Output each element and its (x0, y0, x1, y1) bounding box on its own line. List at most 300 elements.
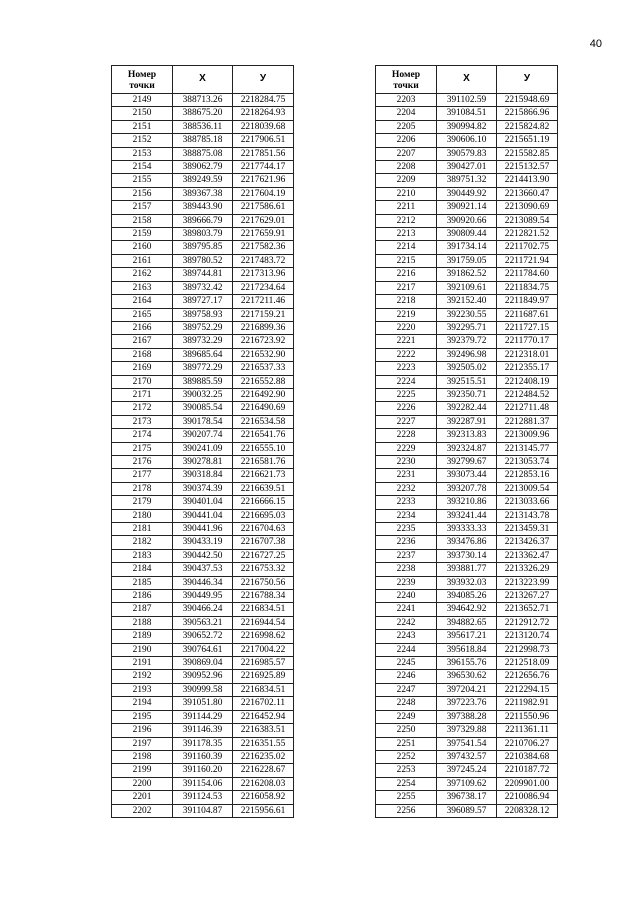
table-row (376, 791, 558, 804)
table-row (376, 724, 558, 737)
point-number-cell: 2211 (376, 201, 437, 214)
y-coordinate-cell: 2211784.60 (497, 268, 558, 281)
point-number-cell: 2218 (376, 295, 437, 308)
y-coordinate-cell: 2213652.71 (497, 603, 558, 616)
table-row (112, 630, 294, 643)
y-coordinate-cell: 2217621.96 (233, 174, 294, 187)
point-number-cell: 2169 (112, 362, 173, 375)
table-row (376, 630, 558, 643)
point-number-cell: 2231 (376, 469, 437, 482)
point-number-cell: 2173 (112, 415, 173, 428)
y-coordinate-cell: 2218284.75 (233, 94, 294, 107)
table-row (112, 429, 294, 442)
y-coordinate-cell: 2211727.15 (497, 321, 558, 334)
table-row (112, 469, 294, 482)
point-number-cell: 2237 (376, 549, 437, 562)
y-coordinate-cell: 2216899.36 (233, 321, 294, 334)
table-row (112, 388, 294, 401)
y-coordinate-cell: 2217604.19 (233, 187, 294, 200)
x-coordinate-cell: 390207.74 (173, 429, 233, 442)
point-number-cell: 2198 (112, 750, 173, 763)
table-row (112, 710, 294, 723)
x-coordinate-cell: 392287.91 (437, 415, 497, 428)
x-coordinate-cell: 393730.14 (437, 549, 497, 562)
point-number-cell: 2227 (376, 415, 437, 428)
point-number-cell: 2246 (376, 670, 437, 683)
y-coordinate-cell: 2212998.73 (497, 643, 558, 656)
y-coordinate-cell: 2216707.38 (233, 536, 294, 549)
table-row (376, 697, 558, 710)
x-coordinate-cell: 394085.26 (437, 590, 497, 603)
x-coordinate-cell: 389443.90 (173, 201, 233, 214)
table-row (112, 670, 294, 683)
x-coordinate-cell: 388785.18 (173, 134, 233, 147)
x-coordinate-cell: 393073.44 (437, 469, 497, 482)
table-row (112, 187, 294, 200)
table-row (112, 415, 294, 428)
x-coordinate-cell: 392295.71 (437, 321, 497, 334)
point-header-line1: Номер (391, 68, 421, 80)
x-coordinate-cell: 392282.44 (437, 402, 497, 415)
y-coordinate-cell: 2211721.94 (497, 254, 558, 267)
x-coordinate-cell: 390920.66 (437, 214, 497, 227)
table-row (376, 268, 558, 281)
x-coordinate-cell: 393932.03 (437, 576, 497, 589)
table-row (376, 509, 558, 522)
x-coordinate-cell: 389732.42 (173, 281, 233, 294)
point-number-cell: 2190 (112, 643, 173, 656)
y-coordinate-cell: 2211550.96 (497, 710, 558, 723)
table-row (376, 335, 558, 348)
point-number-cell: 2149 (112, 94, 173, 107)
y-coordinate-cell: 2213660.47 (497, 187, 558, 200)
y-coordinate-cell: 2212821.52 (497, 228, 558, 241)
table-row (376, 147, 558, 160)
y-coordinate-cell: 2213362.47 (497, 549, 558, 562)
table-row (376, 442, 558, 455)
y-coordinate-cell: 2218264.93 (233, 107, 294, 120)
table-row (112, 576, 294, 589)
point-number-cell: 2168 (112, 348, 173, 361)
x-coordinate-cell: 397109.62 (437, 777, 497, 790)
point-number-cell: 2222 (376, 348, 437, 361)
y-coordinate-cell: 2217211.46 (233, 295, 294, 308)
table-row (376, 348, 558, 361)
y-coordinate-cell: 2216639.51 (233, 482, 294, 495)
y-coordinate-cell: 2211834.75 (497, 281, 558, 294)
x-coordinate-cell: 392324.87 (437, 442, 497, 455)
x-coordinate-cell: 391160.39 (173, 750, 233, 763)
x-coordinate-cell: 389062.79 (173, 161, 233, 174)
y-coordinate-cell: 2216452.94 (233, 710, 294, 723)
y-coordinate-cell: 2216208.03 (233, 777, 294, 790)
table-row (112, 616, 294, 629)
y-coordinate-cell: 2216727.25 (233, 549, 294, 562)
table-row (376, 469, 558, 482)
point-number-cell: 2182 (112, 536, 173, 549)
x-header-label: Х (199, 73, 206, 85)
y-coordinate-cell: 2213143.78 (497, 509, 558, 522)
point-number-cell: 2183 (112, 549, 173, 562)
y-coordinate-cell: 2215866.96 (497, 107, 558, 120)
point-number-cell: 2233 (376, 496, 437, 509)
x-coordinate-cell: 393210.86 (437, 496, 497, 509)
point-number-cell: 2250 (376, 724, 437, 737)
point-number-cell: 2185 (112, 576, 173, 589)
point-number-cell: 2184 (112, 563, 173, 576)
table-row (376, 308, 558, 321)
x-header-label: Х (463, 73, 470, 85)
x-coordinate-cell: 390652.72 (173, 630, 233, 643)
y-coordinate-cell: 2216383.51 (233, 724, 294, 737)
y-coordinate-cell: 2216925.89 (233, 670, 294, 683)
y-coordinate-cell: 2211361.11 (497, 724, 558, 737)
y-coordinate-cell: 2213053.74 (497, 455, 558, 468)
y-coordinate-cell: 2216666.15 (233, 496, 294, 509)
y-coordinate-cell: 2213089.54 (497, 214, 558, 227)
x-coordinate-cell: 391146.39 (173, 724, 233, 737)
table-row (112, 268, 294, 281)
table-row (112, 750, 294, 763)
point-header-line1: Номер (127, 68, 157, 80)
table-row (376, 737, 558, 750)
point-number-cell: 2228 (376, 429, 437, 442)
table-row (112, 442, 294, 455)
table-row (376, 496, 558, 509)
x-coordinate-cell: 392496.98 (437, 348, 497, 361)
point-number-cell: 2207 (376, 147, 437, 160)
point-number-cell: 2180 (112, 509, 173, 522)
y-coordinate-cell: 2217582.36 (233, 241, 294, 254)
y-coordinate-cell: 2212711.48 (497, 402, 558, 415)
x-coordinate-cell: 390579.83 (437, 147, 497, 160)
point-number-cell: 2209 (376, 174, 437, 187)
table-row (112, 563, 294, 576)
x-coordinate-cell: 397541.54 (437, 737, 497, 750)
table-row (376, 603, 558, 616)
x-header (437, 66, 497, 94)
y-coordinate-cell: 2216235.02 (233, 750, 294, 763)
point-number-cell: 2161 (112, 254, 173, 267)
y-coordinate-cell: 2216534.58 (233, 415, 294, 428)
y-coordinate-cell: 2216834.51 (233, 683, 294, 696)
x-coordinate-cell: 393333.33 (437, 523, 497, 536)
point-number-cell: 2214 (376, 241, 437, 254)
x-coordinate-cell: 392505.02 (437, 362, 497, 375)
x-coordinate-cell: 389758.93 (173, 308, 233, 321)
point-number-cell: 2203 (376, 94, 437, 107)
y-coordinate-cell: 2208328.12 (497, 804, 558, 817)
table-row (376, 536, 558, 549)
table-row (376, 455, 558, 468)
y-coordinate-cell: 2215956.61 (233, 804, 294, 817)
point-number-cell: 2175 (112, 442, 173, 455)
x-coordinate-cell: 392350.71 (437, 388, 497, 401)
y-coordinate-cell: 2217004.22 (233, 643, 294, 656)
point-number-cell: 2164 (112, 295, 173, 308)
table-row (112, 643, 294, 656)
point-number-cell: 2249 (376, 710, 437, 723)
table-row (112, 496, 294, 509)
y-coordinate-cell: 2211849.97 (497, 295, 558, 308)
y-coordinate-cell: 2216985.57 (233, 657, 294, 670)
table-row (376, 120, 558, 133)
point-number-cell: 2178 (112, 482, 173, 495)
point-number-cell: 2163 (112, 281, 173, 294)
table-row (112, 683, 294, 696)
y-coordinate-cell: 2211770.17 (497, 335, 558, 348)
y-coordinate-cell: 2213090.69 (497, 201, 558, 214)
table-row (376, 590, 558, 603)
y-coordinate-cell: 2213009.96 (497, 429, 558, 442)
y-coordinate-cell: 2217586.61 (233, 201, 294, 214)
y-coordinate-cell: 2216998.62 (233, 630, 294, 643)
point-number-cell: 2225 (376, 388, 437, 401)
y-coordinate-cell: 2216492.90 (233, 388, 294, 401)
point-number-cell: 2179 (112, 496, 173, 509)
x-coordinate-cell: 390449.95 (173, 590, 233, 603)
x-coordinate-cell: 396738.17 (437, 791, 497, 804)
table-row (112, 724, 294, 737)
point-number-cell: 2241 (376, 603, 437, 616)
table-row (376, 683, 558, 696)
x-coordinate-cell: 390563.21 (173, 616, 233, 629)
table-row (376, 429, 558, 442)
point-number-cell: 2254 (376, 777, 437, 790)
x-coordinate-cell: 389751.32 (437, 174, 497, 187)
table-row (112, 402, 294, 415)
point-number-cell: 2238 (376, 563, 437, 576)
x-coordinate-cell: 392379.72 (437, 335, 497, 348)
y-coordinate-cell: 2216555.10 (233, 442, 294, 455)
y-coordinate-cell: 2216532.90 (233, 348, 294, 361)
point-number-cell: 2174 (112, 429, 173, 442)
y-coordinate-cell: 2217659.91 (233, 228, 294, 241)
y-header (233, 66, 294, 94)
x-coordinate-cell: 397245.24 (437, 764, 497, 777)
x-coordinate-cell: 391104.87 (173, 804, 233, 817)
point-number-cell: 2226 (376, 402, 437, 415)
y-coordinate-cell: 2212355.17 (497, 362, 558, 375)
point-number-cell: 2235 (376, 523, 437, 536)
point-number-cell: 2204 (376, 107, 437, 120)
table-row (112, 241, 294, 254)
point-number-cell: 2247 (376, 683, 437, 696)
table-row (376, 750, 558, 763)
y-coordinate-cell: 2216723.92 (233, 335, 294, 348)
table-row (112, 134, 294, 147)
table-row (112, 174, 294, 187)
x-coordinate-cell: 390442.50 (173, 549, 233, 562)
y-coordinate-cell: 2212318.01 (497, 348, 558, 361)
point-number-cell: 2230 (376, 455, 437, 468)
point-number-cell: 2192 (112, 670, 173, 683)
x-coordinate-cell: 390869.04 (173, 657, 233, 670)
y-coordinate-cell: 2212881.37 (497, 415, 558, 428)
x-coordinate-cell: 390466.24 (173, 603, 233, 616)
table-row (376, 362, 558, 375)
point-number-cell: 2159 (112, 228, 173, 241)
table-row (112, 764, 294, 777)
x-coordinate-cell: 390374.39 (173, 482, 233, 495)
point-number-cell: 2245 (376, 657, 437, 670)
x-coordinate-cell: 391759.05 (437, 254, 497, 267)
x-coordinate-cell: 392515.51 (437, 375, 497, 388)
table-row (112, 603, 294, 616)
y-coordinate-cell: 2215582.85 (497, 147, 558, 160)
y-coordinate-cell: 2211702.75 (497, 241, 558, 254)
table-row (376, 415, 558, 428)
y-coordinate-cell: 2216537.33 (233, 362, 294, 375)
y-coordinate-cell: 2215132.57 (497, 161, 558, 174)
point-number-cell: 2251 (376, 737, 437, 750)
table-row (112, 482, 294, 495)
y-coordinate-cell: 2213009.54 (497, 482, 558, 495)
x-coordinate-cell: 397329.88 (437, 724, 497, 737)
table-row (376, 576, 558, 589)
x-coordinate-cell: 389732.29 (173, 335, 233, 348)
table-row (376, 710, 558, 723)
table-row (112, 120, 294, 133)
x-coordinate-cell: 391734.14 (437, 241, 497, 254)
y-header-label: У (259, 73, 267, 85)
y-coordinate-cell: 2215948.69 (497, 94, 558, 107)
point-number-cell: 2199 (112, 764, 173, 777)
point-number-cell: 2153 (112, 147, 173, 160)
table-row (376, 657, 558, 670)
x-coordinate-cell: 391102.59 (437, 94, 497, 107)
y-coordinate-cell: 2216581.76 (233, 455, 294, 468)
point-number-cell: 2152 (112, 134, 173, 147)
point-number-cell: 2177 (112, 469, 173, 482)
point-number-cell: 2151 (112, 120, 173, 133)
table-row (376, 254, 558, 267)
point-number-cell: 2252 (376, 750, 437, 763)
table-body-left (112, 94, 294, 818)
point-number-cell: 2236 (376, 536, 437, 549)
y-coordinate-cell: 2210086.94 (497, 791, 558, 804)
y-coordinate-cell: 2217851.56 (233, 147, 294, 160)
point-number-cell: 2219 (376, 308, 437, 321)
table-row (376, 482, 558, 495)
x-coordinate-cell: 389249.59 (173, 174, 233, 187)
table-row (376, 643, 558, 656)
point-number-header (376, 66, 437, 94)
table-row (112, 201, 294, 214)
x-coordinate-cell: 395617.21 (437, 630, 497, 643)
table-body-right (376, 94, 558, 818)
y-coordinate-cell: 2217744.17 (233, 161, 294, 174)
table-row (112, 455, 294, 468)
y-coordinate-cell: 2212656.76 (497, 670, 558, 683)
x-coordinate-cell: 389772.29 (173, 362, 233, 375)
table-row (376, 201, 558, 214)
x-coordinate-cell: 389727.17 (173, 295, 233, 308)
x-coordinate-cell: 390318.84 (173, 469, 233, 482)
y-coordinate-cell: 2210187.72 (497, 764, 558, 777)
table-row (112, 335, 294, 348)
x-coordinate-cell: 396530.62 (437, 670, 497, 683)
x-coordinate-cell: 396089.57 (437, 804, 497, 817)
y-coordinate-cell: 2213033.66 (497, 496, 558, 509)
point-number-cell: 2166 (112, 321, 173, 334)
table-row (112, 94, 294, 107)
point-number-cell: 2248 (376, 697, 437, 710)
x-coordinate-cell: 390441.96 (173, 523, 233, 536)
point-number-cell: 2255 (376, 791, 437, 804)
point-number-cell: 2167 (112, 335, 173, 348)
x-coordinate-cell: 390178.54 (173, 415, 233, 428)
point-number-cell: 2160 (112, 241, 173, 254)
point-number-cell: 2196 (112, 724, 173, 737)
x-coordinate-cell: 393207.78 (437, 482, 497, 495)
x-coordinate-cell: 393241.44 (437, 509, 497, 522)
table-row (376, 134, 558, 147)
x-coordinate-cell: 388713.26 (173, 94, 233, 107)
y-coordinate-cell: 2216490.69 (233, 402, 294, 415)
y-coordinate-cell: 2218039.68 (233, 120, 294, 133)
point-number-cell: 2220 (376, 321, 437, 334)
x-coordinate-cell: 391160.20 (173, 764, 233, 777)
x-coordinate-cell: 390994.82 (437, 120, 497, 133)
x-coordinate-cell: 393476.86 (437, 536, 497, 549)
table-row (112, 308, 294, 321)
point-number-cell: 2217 (376, 281, 437, 294)
point-number-cell: 2221 (376, 335, 437, 348)
table-row (112, 549, 294, 562)
x-coordinate-cell: 389367.38 (173, 187, 233, 200)
y-coordinate-cell: 2216834.51 (233, 603, 294, 616)
table-row (376, 187, 558, 200)
point-number-cell: 2208 (376, 161, 437, 174)
x-coordinate-cell: 392230.55 (437, 308, 497, 321)
table-row (112, 295, 294, 308)
y-coordinate-cell: 2216788.34 (233, 590, 294, 603)
point-number-cell: 2181 (112, 523, 173, 536)
point-number-cell: 2229 (376, 442, 437, 455)
y-coordinate-cell: 2213426.37 (497, 536, 558, 549)
x-coordinate-cell: 389744.81 (173, 268, 233, 281)
table-row (376, 804, 558, 817)
point-number-header (112, 66, 173, 94)
y-coordinate-cell: 2216541.76 (233, 429, 294, 442)
y-header (497, 66, 558, 94)
table-row (112, 281, 294, 294)
x-coordinate-cell: 391862.52 (437, 268, 497, 281)
table-row (376, 94, 558, 107)
x-coordinate-cell: 397223.76 (437, 697, 497, 710)
point-number-cell: 2234 (376, 509, 437, 522)
point-number-cell: 2195 (112, 710, 173, 723)
table-row (376, 241, 558, 254)
point-number-cell: 2240 (376, 590, 437, 603)
table-header-row (112, 66, 294, 94)
y-coordinate-cell: 2212484.52 (497, 388, 558, 401)
point-header-line2: точки (393, 79, 419, 91)
y-coordinate-cell: 2217159.21 (233, 308, 294, 321)
point-number-cell: 2172 (112, 402, 173, 415)
table-row (376, 295, 558, 308)
point-number-cell: 2239 (376, 576, 437, 589)
y-coordinate-cell: 2216351.55 (233, 737, 294, 750)
table-row (376, 107, 558, 120)
x-coordinate-cell: 390441.04 (173, 509, 233, 522)
point-header-line2: точки (129, 79, 155, 91)
table-row (112, 254, 294, 267)
table-row (376, 523, 558, 536)
point-number-cell: 2202 (112, 804, 173, 817)
y-header-label: У (523, 73, 531, 85)
